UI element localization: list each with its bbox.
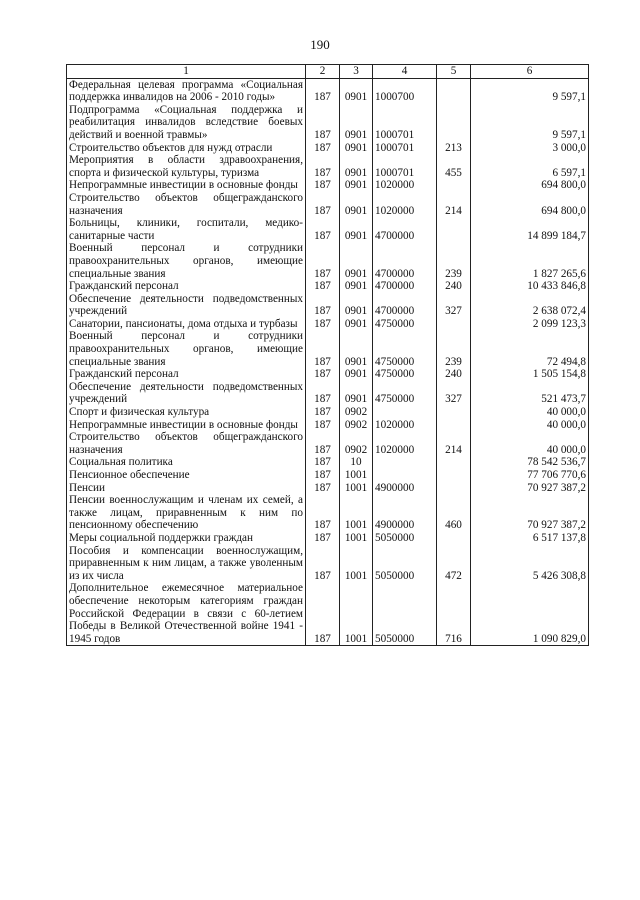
section-code-cell: 1001 [340, 545, 373, 583]
row-name-cell: Санатории, пансионаты, дома отдыха и турбазы [67, 318, 306, 331]
amount-cell: 6 517 137,8 [471, 532, 589, 545]
table-body [67, 78, 589, 646]
amount-cell: 694 800,0 [471, 179, 589, 192]
table-row [67, 469, 589, 482]
section-code-cell: 0901 [340, 104, 373, 142]
target-item-cell [373, 406, 437, 419]
row-name-cell: Военный персонал и сотрудники правоохранительных органов, имеющие специальные звания [67, 242, 306, 280]
amount-cell: 694 800,0 [471, 192, 589, 217]
expense-type-cell: 460 [437, 494, 471, 532]
expense-type-cell: 240 [437, 368, 471, 381]
admin-code-cell: 187 [306, 318, 340, 331]
admin-code-cell: 187 [306, 456, 340, 469]
amount-cell: 40 000,0 [471, 431, 589, 456]
expense-type-cell [437, 318, 471, 331]
admin-code-cell: 187 [306, 192, 340, 217]
admin-code-cell: 187 [306, 104, 340, 142]
admin-code-cell: 187 [306, 532, 340, 545]
table-row [67, 381, 589, 406]
row-name-cell: Подпрограмма «Социальная поддержка и реабилитация инвалидов вследствие боевых действий и военной травмы» [67, 104, 306, 142]
admin-code-cell: 187 [306, 381, 340, 406]
section-code-cell: 0902 [340, 431, 373, 456]
table-row [67, 104, 589, 142]
section-code-cell: 0901 [340, 381, 373, 406]
amount-cell: 78 542 536,7 [471, 456, 589, 469]
target-item-cell: 4900000 [373, 494, 437, 532]
target-item-cell: 4700000 [373, 280, 437, 293]
table-row [67, 330, 589, 368]
amount-cell: 77 706 770,6 [471, 469, 589, 482]
amount-cell: 9 597,1 [471, 78, 589, 104]
admin-code-cell: 187 [306, 406, 340, 419]
table-row [67, 431, 589, 456]
expense-type-cell [437, 104, 471, 142]
admin-code-cell: 187 [306, 217, 340, 242]
table-row [67, 217, 589, 242]
table-row [67, 142, 589, 155]
table-row [67, 419, 589, 432]
expense-type-cell: 214 [437, 431, 471, 456]
expense-type-cell: 214 [437, 192, 471, 217]
target-item-cell: 4750000 [373, 381, 437, 406]
amount-cell: 521 473,7 [471, 381, 589, 406]
target-item-cell [373, 469, 437, 482]
section-code-cell: 0901 [340, 192, 373, 217]
admin-code-cell: 187 [306, 78, 340, 104]
table-row [67, 293, 589, 318]
section-code-cell: 1001 [340, 532, 373, 545]
header-row [67, 65, 589, 79]
target-item-cell: 1020000 [373, 179, 437, 192]
section-code-cell: 1001 [340, 469, 373, 482]
admin-code-cell: 187 [306, 545, 340, 583]
target-item-cell: 5050000 [373, 545, 437, 583]
table-row [67, 406, 589, 419]
amount-cell: 70 927 387,2 [471, 482, 589, 495]
target-item-cell: 5050000 [373, 532, 437, 545]
target-item-cell: 4700000 [373, 217, 437, 242]
row-name-cell: Пенсии [67, 482, 306, 495]
section-code-cell: 0901 [340, 78, 373, 104]
row-name-cell: Мероприятия в области здравоохранения, спорта и физической культуры, туризма [67, 154, 306, 179]
amount-cell: 9 597,1 [471, 104, 589, 142]
amount-cell: 1 090 829,0 [471, 582, 589, 645]
admin-code-cell: 187 [306, 431, 340, 456]
target-item-cell: 4700000 [373, 293, 437, 318]
admin-code-cell: 187 [306, 280, 340, 293]
amount-cell: 72 494,8 [471, 330, 589, 368]
section-code-cell: 0902 [340, 406, 373, 419]
table-row [67, 192, 589, 217]
target-item-cell: 4750000 [373, 368, 437, 381]
column-header-5: 5 [437, 65, 471, 79]
expense-type-cell: 327 [437, 293, 471, 318]
row-name-cell: Гражданский персонал [67, 368, 306, 381]
expense-type-cell [437, 469, 471, 482]
row-name-cell: Спорт и физическая культура [67, 406, 306, 419]
column-header-3: 3 [340, 65, 373, 79]
table-header [67, 65, 589, 79]
amount-cell: 40 000,0 [471, 419, 589, 432]
admin-code-cell: 187 [306, 142, 340, 155]
row-name-cell: Обеспечение деятельности подведомственных учреждений [67, 381, 306, 406]
target-item-cell: 4900000 [373, 482, 437, 495]
amount-cell: 3 000,0 [471, 142, 589, 155]
amount-cell: 2 638 072,4 [471, 293, 589, 318]
target-item-cell: 4750000 [373, 318, 437, 331]
table-row [67, 494, 589, 532]
section-code-cell: 1001 [340, 494, 373, 532]
admin-code-cell: 187 [306, 368, 340, 381]
section-code-cell: 0902 [340, 419, 373, 432]
expense-type-cell [437, 482, 471, 495]
row-name-cell: Меры социальной поддержки граждан [67, 532, 306, 545]
target-item-cell: 1000700 [373, 78, 437, 104]
section-code-cell: 0901 [340, 280, 373, 293]
expense-type-cell [437, 532, 471, 545]
expense-type-cell: 716 [437, 582, 471, 645]
amount-cell: 14 899 184,7 [471, 217, 589, 242]
admin-code-cell: 187 [306, 330, 340, 368]
amount-cell: 10 433 846,8 [471, 280, 589, 293]
target-item-cell: 1020000 [373, 419, 437, 432]
row-name-cell: Непрограммные инвестиции в основные фонды [67, 179, 306, 192]
expense-type-cell: 327 [437, 381, 471, 406]
admin-code-cell: 187 [306, 582, 340, 645]
table-row [67, 318, 589, 331]
row-name-cell: Военный персонал и сотрудники правоохранительных органов, имеющие специальные звания [67, 330, 306, 368]
admin-code-cell: 187 [306, 482, 340, 495]
table-row [67, 154, 589, 179]
section-code-cell: 0901 [340, 154, 373, 179]
expense-type-cell [437, 406, 471, 419]
table-row [67, 280, 589, 293]
section-code-cell: 0901 [340, 179, 373, 192]
section-code-cell: 0901 [340, 368, 373, 381]
amount-cell: 1 505 154,8 [471, 368, 589, 381]
expense-type-cell [437, 419, 471, 432]
row-name-cell: Социальная политика [67, 456, 306, 469]
target-item-cell: 5050000 [373, 582, 437, 645]
admin-code-cell: 187 [306, 293, 340, 318]
row-name-cell: Строительство объектов для нужд отрасли [67, 142, 306, 155]
section-code-cell: 1001 [340, 582, 373, 645]
admin-code-cell: 187 [306, 242, 340, 280]
section-code-cell: 0901 [340, 242, 373, 280]
expense-type-cell: 240 [437, 280, 471, 293]
expense-type-cell [437, 78, 471, 104]
section-code-cell: 0901 [340, 142, 373, 155]
target-item-cell: 1000701 [373, 142, 437, 155]
row-name-cell: Строительство объектов общегражданского назначения [67, 192, 306, 217]
column-header-2: 2 [306, 65, 340, 79]
admin-code-cell: 187 [306, 469, 340, 482]
expense-type-cell: 455 [437, 154, 471, 179]
page-number: 190 [310, 37, 330, 52]
column-header-6: 6 [471, 65, 589, 79]
row-name-cell: Пенсии военнослужащим и членам их семей, а также лицам, приравненным к ним по пенсионному обеспечению [67, 494, 306, 532]
table-row [67, 179, 589, 192]
amount-cell: 40 000,0 [471, 406, 589, 419]
expense-type-cell [437, 179, 471, 192]
table-row [67, 532, 589, 545]
expense-type-cell: 213 [437, 142, 471, 155]
row-name-cell: Обеспечение деятельности подведомственных учреждений [67, 293, 306, 318]
row-name-cell: Пособия и компенсации военнослужащим, приравненным к ним лицам, а также уволенным из их числа [67, 545, 306, 583]
admin-code-cell: 187 [306, 154, 340, 179]
target-item-cell: 1000701 [373, 104, 437, 142]
table-row [67, 368, 589, 381]
target-item-cell [373, 456, 437, 469]
target-item-cell: 4750000 [373, 330, 437, 368]
expense-type-cell [437, 456, 471, 469]
admin-code-cell: 187 [306, 179, 340, 192]
row-name-cell: Больницы, клиники, госпитали, медико-санитарные части [67, 217, 306, 242]
row-name-cell: Непрограммные инвестиции в основные фонды [67, 419, 306, 432]
amount-cell: 5 426 308,8 [471, 545, 589, 583]
row-name-cell: Федеральная целевая программа «Социальная поддержка инвалидов на 2006 - 2010 годы» [67, 78, 306, 104]
row-name-cell: Строительство объектов общегражданского назначения [67, 431, 306, 456]
expense-type-cell [437, 217, 471, 242]
row-name-cell: Дополнительное ежемесячное материальное обеспечение некоторым категориям граждан Российской Федерации в связи с 60-летием Победы в Великой Отечественной войне 1941 - 1945 годов [67, 582, 306, 645]
table-row [67, 545, 589, 583]
budget-table [66, 64, 589, 646]
section-code-cell: 0901 [340, 217, 373, 242]
table-row [67, 78, 589, 104]
section-code-cell: 10 [340, 456, 373, 469]
row-name-cell: Пенсионное обеспечение [67, 469, 306, 482]
table-row [67, 482, 589, 495]
column-header-4: 4 [373, 65, 437, 79]
table-row [67, 456, 589, 469]
section-code-cell: 0901 [340, 330, 373, 368]
column-header-1: 1 [67, 65, 306, 79]
admin-code-cell: 187 [306, 419, 340, 432]
row-name-cell: Гражданский персонал [67, 280, 306, 293]
section-code-cell: 0901 [340, 293, 373, 318]
amount-cell: 6 597,1 [471, 154, 589, 179]
target-item-cell: 1020000 [373, 431, 437, 456]
section-code-cell: 1001 [340, 482, 373, 495]
amount-cell: 70 927 387,2 [471, 494, 589, 532]
expense-type-cell: 239 [437, 242, 471, 280]
target-item-cell: 1000701 [373, 154, 437, 179]
expense-type-cell: 472 [437, 545, 471, 583]
section-code-cell: 0901 [340, 318, 373, 331]
target-item-cell: 1020000 [373, 192, 437, 217]
amount-cell: 1 827 265,6 [471, 242, 589, 280]
table-row [67, 242, 589, 280]
expense-type-cell: 239 [437, 330, 471, 368]
table-row [67, 582, 589, 645]
amount-cell: 2 099 123,3 [471, 318, 589, 331]
target-item-cell: 4700000 [373, 242, 437, 280]
admin-code-cell: 187 [306, 494, 340, 532]
